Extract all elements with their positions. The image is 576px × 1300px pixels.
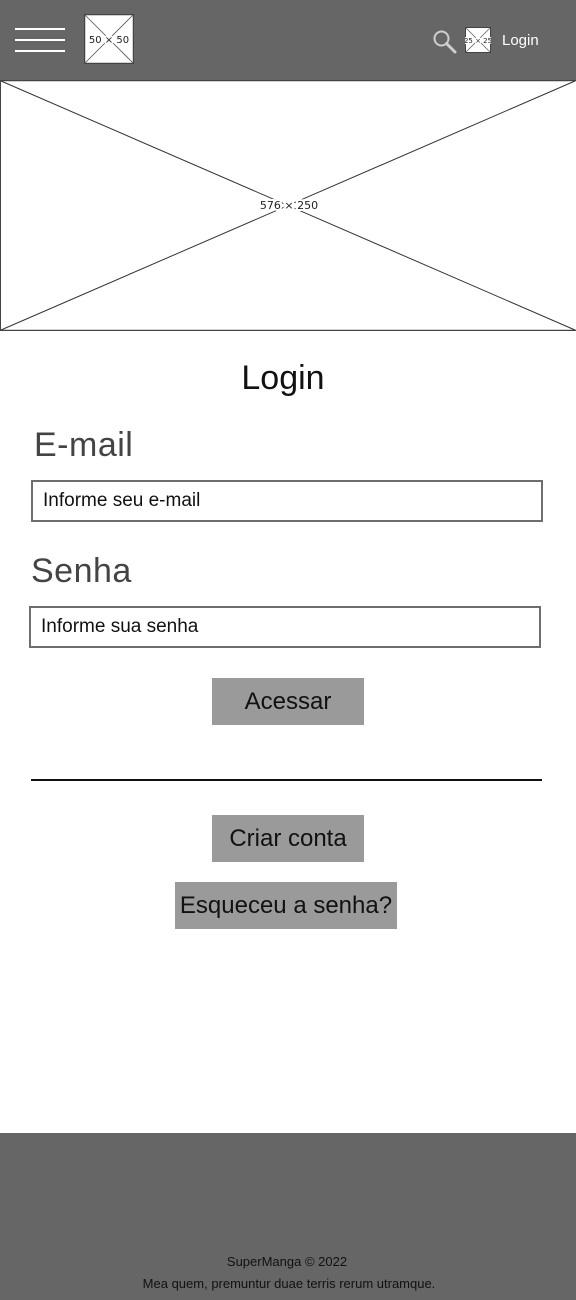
banner-image-icon: [0, 80, 576, 331]
email-label: E-mail: [34, 426, 134, 464]
banner-placeholder-label: 576 × 250: [259, 199, 319, 212]
logo-image-icon: [84, 14, 134, 64]
hamburger-menu-icon[interactable]: [15, 28, 65, 54]
top-header: [0, 0, 576, 80]
create-account-button[interactable]: Criar conta: [212, 815, 364, 862]
search-icon[interactable]: [432, 29, 458, 55]
access-button[interactable]: Acessar: [212, 678, 364, 725]
avatar-image-icon: [465, 27, 491, 53]
footer-copyright: SuperManga © 2022: [226, 1254, 348, 1269]
divider: [31, 779, 542, 781]
avatar-placeholder-label: 25 × 25: [465, 37, 491, 45]
page-title: Login: [241, 359, 325, 397]
banner-image-placeholder: [0, 80, 576, 331]
email-field[interactable]: [31, 480, 543, 522]
footer: [0, 1133, 576, 1300]
footer-tagline: Mea quem, premuntur duae terris rerum utramque.: [142, 1276, 436, 1291]
password-field[interactable]: [29, 606, 541, 648]
avatar[interactable]: [465, 27, 491, 53]
logo-placeholder[interactable]: [84, 14, 134, 64]
logo-placeholder-label: 50 × 50: [88, 35, 130, 46]
forgot-password-button[interactable]: Esqueceu a senha?: [175, 882, 397, 929]
header-login-link[interactable]: Login: [502, 32, 539, 49]
password-label: Senha: [31, 552, 132, 590]
